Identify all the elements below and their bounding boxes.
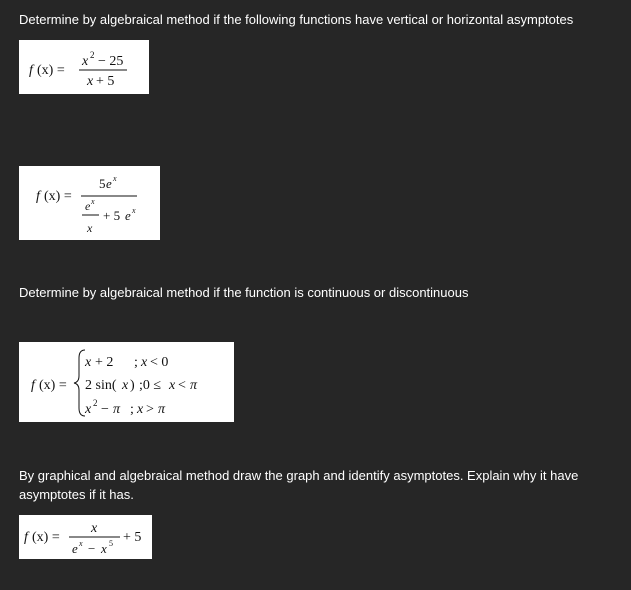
svg-text:− 25: − 25 xyxy=(98,54,124,69)
svg-text:+ 5: + 5 xyxy=(96,74,115,89)
svg-text:f: f xyxy=(36,189,40,204)
svg-text:x: x xyxy=(137,402,144,417)
svg-text:e: e xyxy=(85,199,91,213)
equation-2-image xyxy=(19,166,160,240)
svg-text:−: − xyxy=(101,402,109,417)
svg-text:+ 5: + 5 xyxy=(103,208,121,223)
svg-text:π: π xyxy=(158,402,166,417)
svg-text:x: x xyxy=(91,521,98,536)
question-3-text: By graphical and algebraical method draw the graph and identify asymptotes. Explain why it have asymptotes if it has. xyxy=(19,468,579,502)
equation-3-image xyxy=(19,342,234,422)
svg-text:;: ; xyxy=(130,402,134,417)
svg-text:(x) =: (x) = xyxy=(37,63,65,78)
svg-text:<: < xyxy=(178,378,186,393)
equation-1-image xyxy=(19,40,149,94)
svg-text:f: f xyxy=(29,63,33,78)
question-1-text: Determine by algebraical method if the following functions have vertical or horizontal asymptotes xyxy=(19,12,574,27)
svg-text:x: x xyxy=(85,402,92,417)
svg-text:e: e xyxy=(106,176,112,191)
svg-text:e: e xyxy=(72,541,78,556)
svg-text:x: x xyxy=(79,539,83,548)
svg-text:x: x xyxy=(169,378,176,393)
svg-text:−: − xyxy=(88,541,96,556)
svg-text:x: x xyxy=(101,541,107,556)
svg-text:2: 2 xyxy=(93,398,98,408)
svg-text:+ 5: + 5 xyxy=(123,530,142,545)
svg-text:2: 2 xyxy=(90,50,95,60)
svg-text:(x) =: (x) = xyxy=(32,530,60,545)
svg-text:2 sin(: 2 sin( xyxy=(85,378,117,393)
svg-text:5: 5 xyxy=(109,539,113,548)
svg-text:x: x xyxy=(132,206,136,215)
question-2-text: Determine by algebraical method if the function is continuous or discontinuous xyxy=(19,285,469,300)
svg-text:+ 2: + 2 xyxy=(95,355,114,370)
svg-text:x: x xyxy=(82,54,89,69)
svg-text:f: f xyxy=(31,378,35,393)
svg-text:x: x xyxy=(85,355,92,370)
svg-text:;: ; xyxy=(134,355,138,370)
svg-text:x: x xyxy=(91,197,95,206)
svg-text:x: x xyxy=(87,74,94,89)
svg-text:π: π xyxy=(113,402,121,417)
svg-text:;0 ≤: ;0 ≤ xyxy=(139,378,162,393)
svg-text:x: x xyxy=(141,355,148,370)
svg-text:>: > xyxy=(146,402,154,417)
svg-text:(x) =: (x) = xyxy=(44,189,72,204)
svg-text:5: 5 xyxy=(99,176,106,191)
svg-text:): ) xyxy=(130,378,135,393)
svg-text:x: x xyxy=(122,378,129,393)
svg-text:(x) =: (x) = xyxy=(39,378,67,393)
svg-text:e: e xyxy=(125,208,131,223)
equation-4-image xyxy=(19,515,152,559)
svg-text:π: π xyxy=(190,378,198,393)
svg-text:x: x xyxy=(87,221,93,235)
svg-text:x: x xyxy=(113,174,117,183)
svg-text:< 0: < 0 xyxy=(150,355,169,370)
svg-text:f: f xyxy=(24,530,28,545)
